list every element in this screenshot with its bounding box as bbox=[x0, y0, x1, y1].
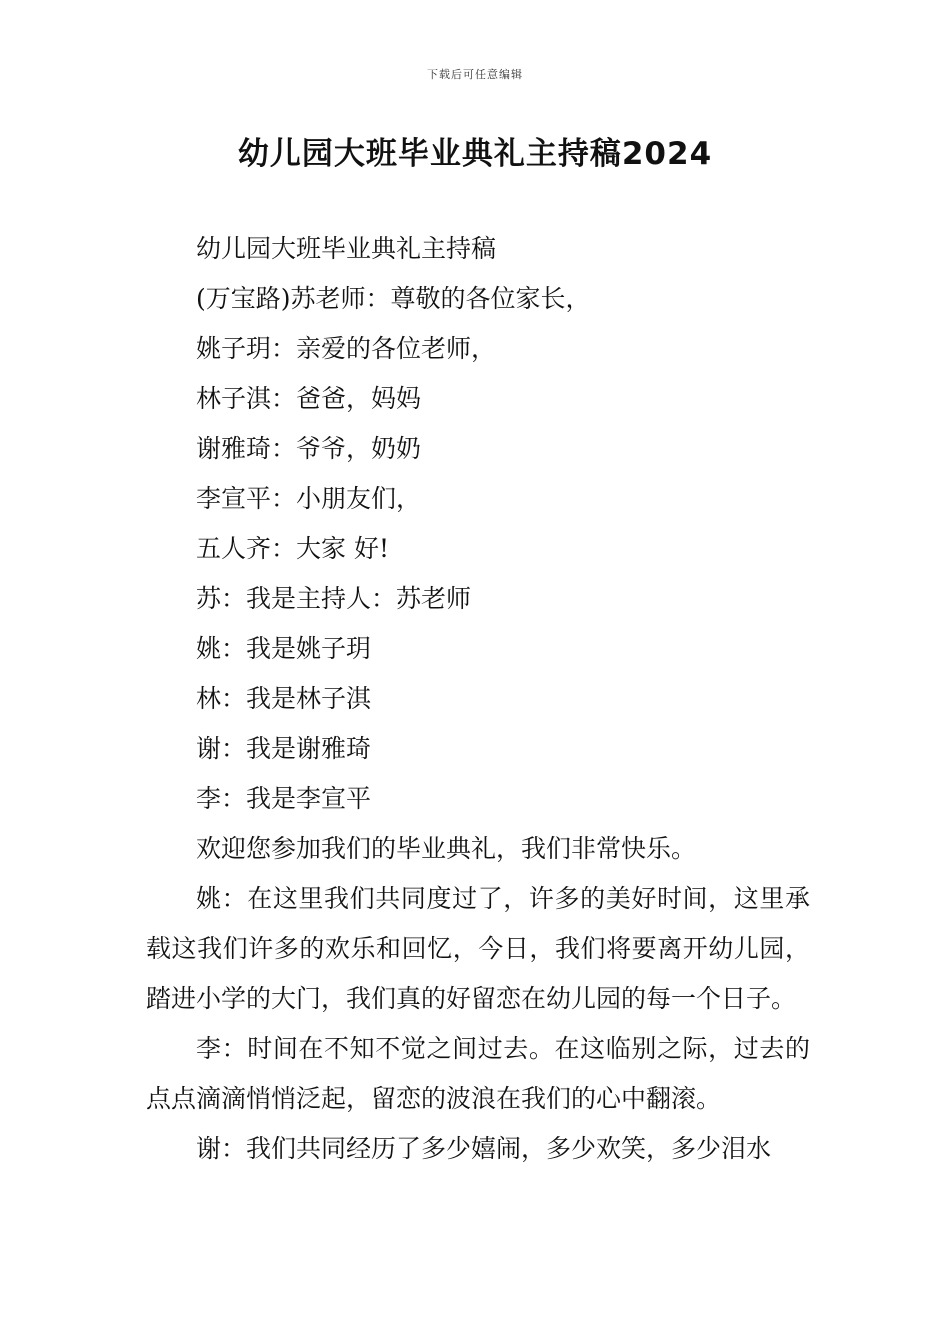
dialogue-line: 苏：我是主持人：苏老师 bbox=[196, 584, 472, 613]
dialogue-line: 五人齐：大家 好! bbox=[196, 534, 389, 563]
document-title: 幼儿园大班毕业典礼主持稿2024 bbox=[237, 136, 713, 172]
dialogue-line: 谢：我是谢雅琦 bbox=[196, 734, 372, 763]
subtitle-line: 幼儿园大班毕业典礼主持稿 bbox=[196, 234, 497, 263]
dialogue-paragraph: 谢：我们共同经历了多少嬉闹，多少欢笑，多少泪水 bbox=[196, 1134, 772, 1163]
dialogue-paragraph: 姚：在这里我们共同度过了，许多的美好时间，这里承载这我们许多的欢乐和回忆，今日，我们将要离开幼儿园，踏进小学的大门，我们真的好留恋在幼儿园的每一个日子。 bbox=[146, 884, 810, 1013]
dialogue-line: 林子淇：爸爸，妈妈 bbox=[196, 384, 422, 413]
dialogue-line: 谢雅琦：爷爷，奶奶 bbox=[196, 434, 422, 463]
dialogue-line: 林：我是林子淇 bbox=[196, 684, 372, 713]
dialogue-paragraph: 李：时间在不知不觉之间过去。在这临别之际，过去的点点滴滴悄悄泛起，留恋的波浪在我们的心中翻滚。 bbox=[146, 1034, 810, 1113]
dialogue-line: 欢迎您参加我们的毕业典礼，我们非常快乐。 bbox=[196, 834, 697, 863]
dialogue-line: 李宣平：小朋友们， bbox=[196, 484, 422, 513]
dialogue-line: (万宝路)苏老师：尊敬的各位家长， bbox=[196, 284, 591, 313]
dialogue-line: 姚子玥：亲爱的各位老师， bbox=[196, 334, 497, 363]
dialogue-line: 李：我是李宣平 bbox=[196, 784, 372, 813]
header-note: 下载后可任意编辑 bbox=[427, 68, 523, 81]
dialogue-line: 姚：我是姚子玥 bbox=[196, 634, 372, 663]
document-body bbox=[146, 224, 810, 1174]
